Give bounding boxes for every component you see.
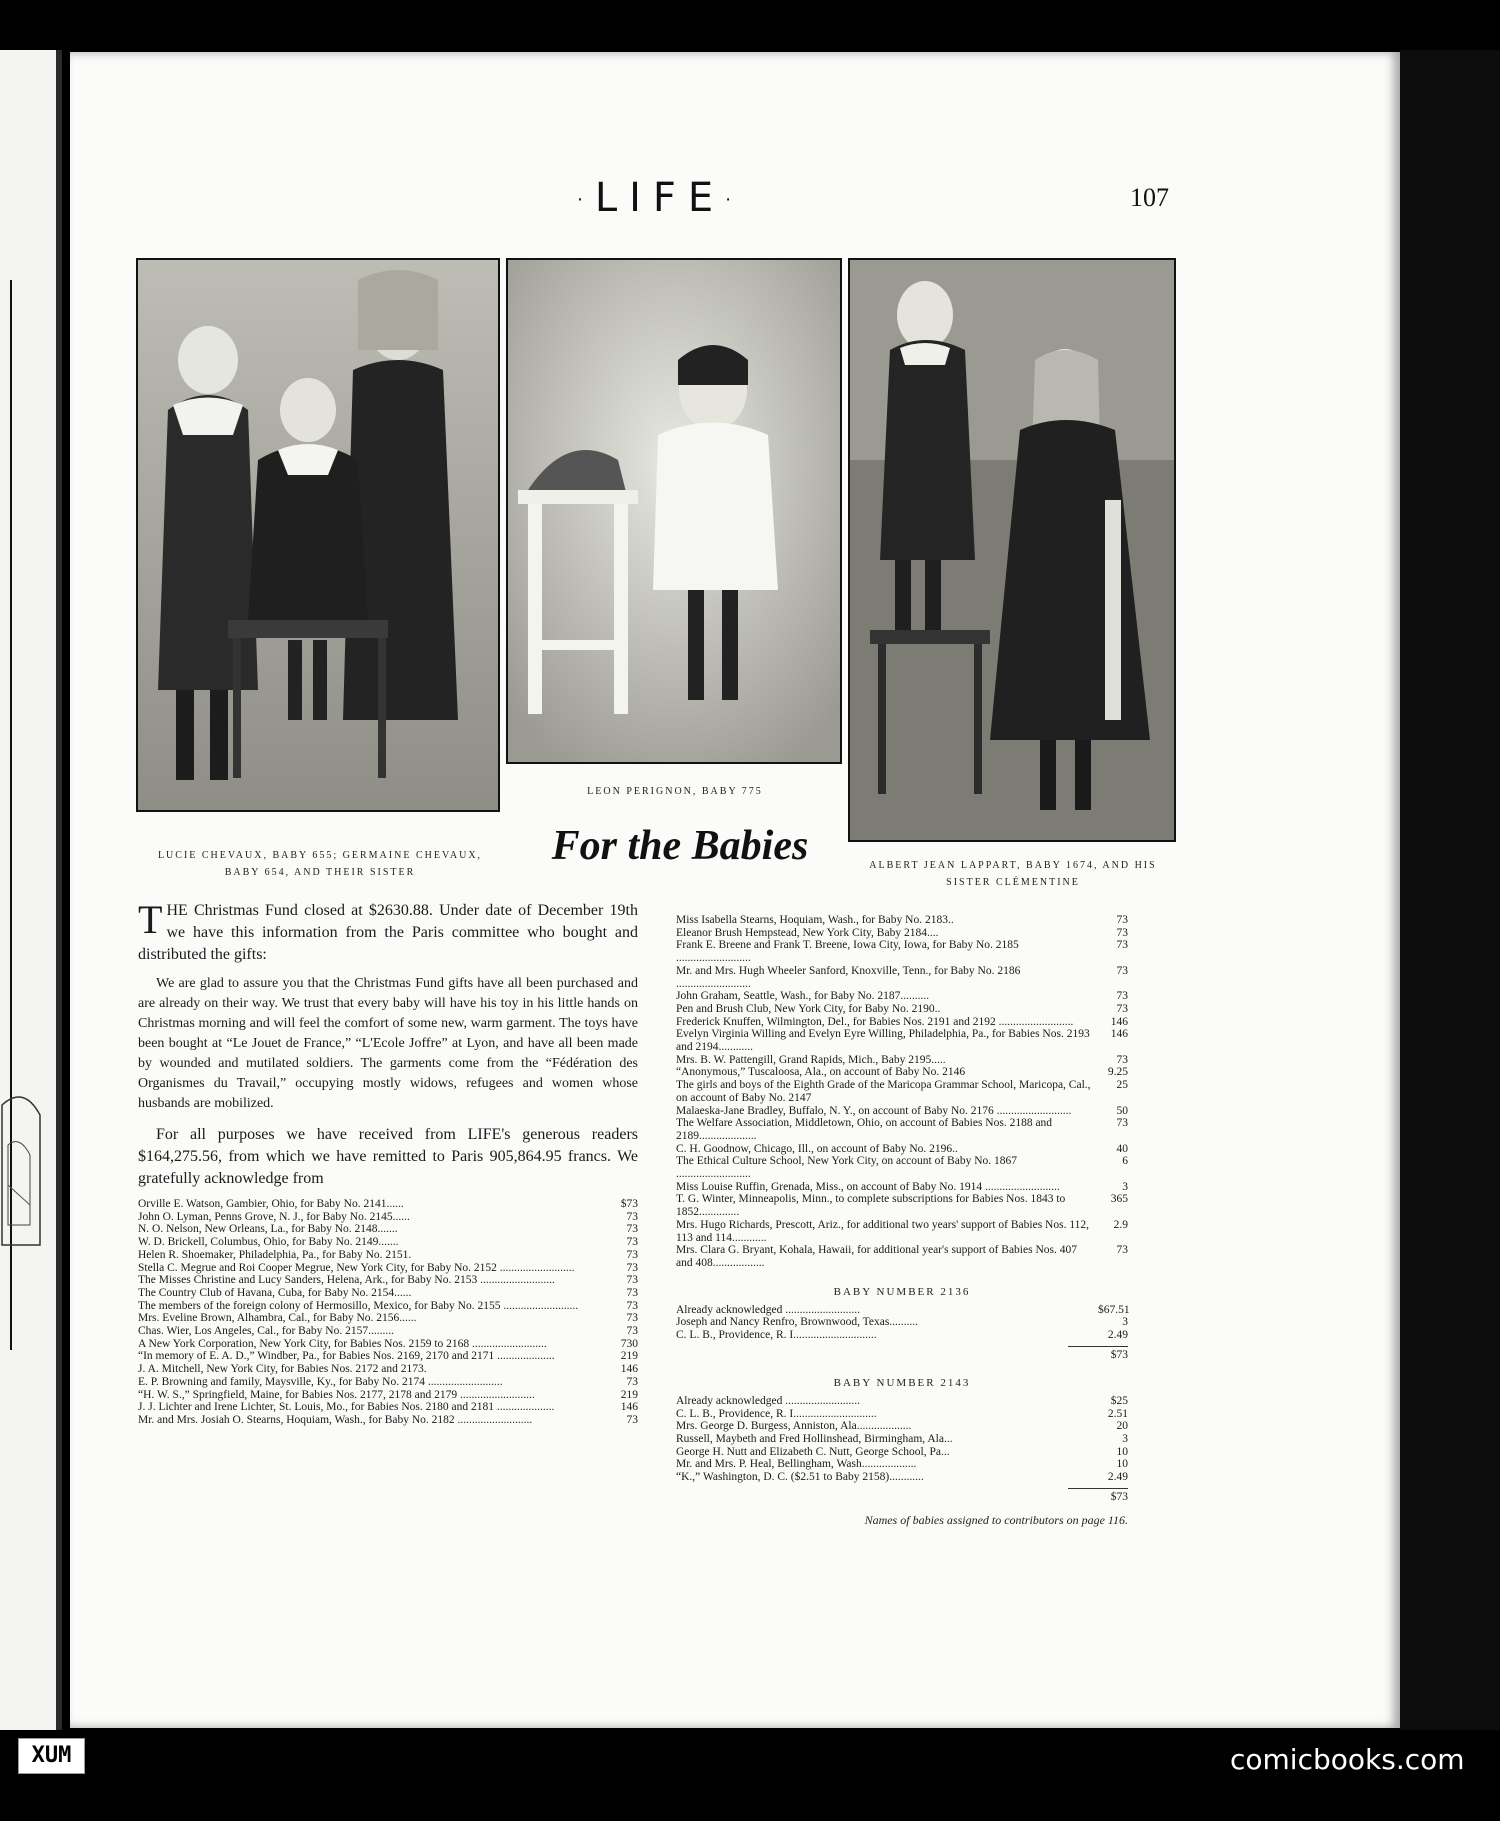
contribution-entry [676,1471,1128,1484]
facing-page-edge [0,50,62,1730]
footnote: Names of babies assigned to contributors on page 116. [864,1512,1128,1527]
contribution-amount: 73 [1116,926,1128,939]
contributor-text: Pen and Brush Club, New York City, for Baby No. 2190.. [676,1002,941,1015]
contributor-text: Orville E. Watson, Gambier, Ohio, for Baby No. 2141...... [138,1198,404,1210]
baby-2143-heading: BABY NUMBER 2143 [833,1376,971,1389]
contribution-amount: 73 [626,1248,638,1261]
contribution-entry [138,1300,638,1313]
contribution-entry [138,1338,638,1351]
contribution-amount: 73 [626,1413,638,1426]
contribution-entry [676,1193,1128,1218]
contribution-entry [138,1350,638,1363]
contributor-text: The Misses Christine and Lucy Sanders, Helena, Ark., for Baby No. 2153 .......................... [138,1274,555,1287]
contribution-amount: 10 [1116,1458,1128,1471]
contribution-entry [676,1304,1128,1317]
committee-quote: We are glad to assure you that the Christmas Fund gifts have all been purchased and are already on their way. We trust that every baby will have his toy in his little hands on Christmas morning and will feel the comfort of some new, warm garment. The toys have been bought at “Le Jouet de France,” “L'Ecole Joffre” at Lyon, and have all been made by wounded and mutilated soldiers. The garments come from the “Fédération des Organismes du Travail,” occupying mostly widows, refugees and women whose husbands are mobilized. [138,976,638,1111]
contribution-entry [138,1211,638,1224]
contribution-amount: 3 [1122,1180,1128,1193]
contribution-entry [138,1274,638,1287]
page-number: 107 [1130,183,1169,212]
contribution-amount: 2.9 [1113,1218,1128,1231]
contributor-text: “H. W. S.,” Springfield, Maine, for Babies Nos. 2177, 2178 and 2179 .......................... [138,1388,535,1401]
contribution-entry [676,1054,1128,1067]
contributor-text: J. J. Lichter and Irene Lichter, St. Louis, Mo., for Babies Nos. 2180 and 2181 .................... [138,1401,555,1414]
baby-2136-total: $73 [1068,1346,1128,1361]
contribution-amount: 146 [1110,1015,1128,1028]
contribution-amount: 73 [626,1223,638,1236]
contribution-entry [676,1003,1128,1016]
contribution-amount: 146 [620,1363,638,1376]
contribution-entry [676,1028,1128,1053]
masthead: ·LIFE· [577,175,743,221]
contribution-amount: 2.51 [1107,1407,1128,1420]
intro-paragraph [138,897,638,966]
contribution-amount: $73 [620,1198,638,1210]
contribution-amount: 40 [1116,1142,1128,1155]
contributor-text: Frank E. Breene and Frank T. Breene, Iowa City, Iowa, for Baby No. 2185 .......................... [676,939,1019,965]
contribution-amount: 73 [626,1236,638,1249]
contribution-amount: 73 [626,1274,638,1287]
contributor-text: Helen R. Shoemaker, Philadelphia, Pa., for Baby No. 2151. [138,1248,412,1261]
contributor-text: E. P. Browning and family, Maysville, Ky., for Baby No. 2174 .......................... [138,1375,503,1388]
contribution-amount: 365 [1110,1193,1128,1206]
scan-right-border [1400,50,1500,1730]
page-gutter-shadow [56,50,62,1730]
contribution-entry [138,1312,638,1325]
contribution-amount: 73 [626,1312,638,1325]
contributor-text: T. G. Winter, Minneapolis, Minn., to complete subscriptions for Babies Nos. 1843 to 1852.............. [676,1193,1066,1219]
contributor-text: Evelyn Virginia Willing and Evelyn Eyre Willing, Philadelphia, Pa., for Babies Nos. 2193 and 2194............ [676,1028,1090,1054]
contributor-text: Miss Isabella Stearns, Hoquiam, Wash., for Baby No. 2183.. [676,914,954,926]
contributor-text: Mr. and Mrs. Hugh Wheeler Sanford, Knoxville, Tenn., for Baby No. 2186 .......................... [676,964,1021,990]
contributor-text: Chas. Wier, Los Angeles, Cal., for Baby No. 2157......... [138,1325,394,1338]
contribution-amount: 73 [626,1286,638,1299]
contribution-amount: 73 [1116,964,1128,977]
contribution-amount: 73 [1116,1117,1128,1130]
contribution-amount: 73 [1116,914,1128,926]
contribution-entry [676,1420,1128,1433]
contribution-entry [676,1458,1128,1471]
contribution-entry [676,1395,1128,1408]
contribution-entry [676,1244,1128,1269]
contribution-amount: 25 [1116,1079,1128,1092]
contributor-text: The girls and boys of the Eighth Grade of the Maricopa Grammar School, Maricopa, Cal., on account of Baby No. 2147 [676,1079,1091,1104]
contribution-entry [676,1143,1128,1156]
scan-tag: XUM [18,1738,85,1774]
contributor-text: Miss Louise Ruffin, Grenada, Miss., on account of Baby No. 1914 .......................... [676,1180,1060,1193]
contribution-entry [138,1287,638,1300]
contributor-text: W. D. Brickell, Columbus, Ohio, for Baby No. 2149....... [138,1236,399,1249]
article-right-column [676,908,1128,1528]
contributor-text: Already acknowledged .......................... [676,1303,860,1316]
article-title: For the Babies [551,823,809,869]
contribution-entry [676,1446,1128,1459]
contribution-entry [676,1316,1128,1329]
contribution-amount: 9.25 [1107,1066,1128,1079]
contributor-text: Frederick Knuffen, Wilmington, Del., for Babies Nos. 2191 and 2192 .......................... [676,1015,1074,1028]
contribution-amount: 219 [620,1350,638,1363]
photo-caption-chevaux: LUCIE CHEVAUX, BABY 655; GERMAINE CHEVAUX, BABY 654, AND THEIR SISTER [157,850,483,878]
contribution-entry [676,1433,1128,1446]
contributor-text: The Ethical Culture School, New York City, on account of Baby No. 1867 .......................... [676,1155,1018,1181]
contribution-entry [676,1408,1128,1421]
contribution-amount: 6 [1122,1155,1128,1168]
contribution-amount: 146 [1110,1028,1128,1041]
contribution-amount: 73 [1116,1053,1128,1066]
summary-paragraph: For all purposes we have received from LIFE's generous readers $164,275.56, from which we have remitted to Paris 905,864.95 francs. We gratefully acknowledge from [138,1126,638,1187]
contribution-entry [676,1155,1128,1180]
contributor-text: The members of the foreign colony of Hermosillo, Mexico, for Baby No. 2155 .......................... [138,1299,579,1312]
contribution-entry [676,1181,1128,1194]
photo-leon-perignon [506,258,842,764]
photo-lappart-siblings [848,258,1176,842]
contribution-amount: 73 [1116,1002,1128,1015]
contribution-entry [138,1401,638,1414]
contribution-amount: 10 [1116,1445,1128,1458]
contribution-amount: 50 [1116,1104,1128,1117]
contributor-text: John Graham, Seattle, Wash., for Baby No. 2187.......... [676,990,930,1003]
contribution-amount: 2.49 [1107,1329,1128,1342]
contribution-amount: 73 [1116,1244,1128,1257]
contribution-entry [138,1363,638,1376]
contributor-text: Mrs. B. W. Pattengill, Grand Rapids, Mich., Baby 2195..... [676,1053,946,1066]
photo-caption-lappart: ALBERT JEAN LAPPART, BABY 1674, AND HIS SISTER CLÉMENTINE [869,860,1157,888]
contributor-text: The Welfare Association, Middletown, Ohio, on account of Babies Nos. 2188 and 2189.................... [676,1117,1053,1142]
contribution-amount: 2.49 [1107,1471,1128,1484]
contribution-entry [676,965,1128,990]
contribution-amount: $67.51 [1098,1303,1130,1316]
contribution-entry [676,1219,1128,1244]
contribution-amount: 3 [1122,1316,1128,1329]
contribution-amount: 73 [1116,939,1128,952]
scan-top-border [0,0,1500,50]
contribution-entry [676,1329,1128,1342]
contribution-amount: $25 [1110,1394,1128,1407]
contributor-text: Malaeska-Jane Bradley, Buffalo, N. Y., on account of Baby No. 2176 .......................... [676,1104,1072,1117]
contributor-text: “In memory of E. A. D.,” Windber, Pa., for Babies Nos. 2169, 2170 and 2171 .................... [138,1350,555,1363]
contributor-text: C. L. B., Providence, R. I............................. [676,1329,877,1342]
contributor-text: The Country Club of Havana, Cuba, for Baby No. 2154...... [138,1286,412,1299]
contributor-text: Russell, Maybeth and Fred Hollinshead, Birmingham, Ala... [676,1432,953,1445]
contribution-entry [676,927,1128,940]
baby-2136-heading: BABY NUMBER 2136 [833,1285,971,1298]
contributor-text: Mrs. George D. Burgess, Anniston, Ala................... [676,1420,912,1433]
contribution-entry [138,1414,638,1427]
contribution-entry [676,914,1128,927]
contribution-amount: 219 [620,1388,638,1401]
contribution-entry [676,990,1128,1003]
baby-2136-list [676,1304,1128,1342]
contributor-text: Mr. and Mrs. P. Heal, Bellingham, Wash................... [676,1458,917,1471]
contribution-entry [676,1079,1128,1104]
contribution-amount: 73 [1116,990,1128,1003]
contribution-amount: 73 [626,1261,638,1274]
right-contributions-list [676,914,1128,1270]
contributor-text: Stella C. Megrue and Roi Cooper Megrue, New York City, for Baby No. 2152 .......................... [138,1261,575,1274]
contributor-text: A New York Corporation, New York City, for Babies Nos. 2159 to 2168 .......................... [138,1337,547,1350]
baby-2143-list [676,1395,1128,1484]
contribution-entry [676,939,1128,964]
photo-caption-perignon: LEON PERIGNON, BABY 775 [587,786,763,797]
contribution-amount: 73 [626,1325,638,1338]
contributor-text: Mr. and Mrs. Josiah O. Stearns, Hoquiam, Wash., for Baby No. 2182 .......................... [138,1413,533,1426]
contributor-text: N. O. Nelson, New Orleans, La., for Baby No. 2148....... [138,1223,398,1236]
contribution-amount: 20 [1116,1420,1128,1433]
masthead-title: LIFE [594,175,726,221]
baby-2143-total: $73 [1068,1488,1128,1503]
contributor-text: “Anonymous,” Tuscaloosa, Ala., on account of Baby No. 2146 [676,1066,966,1079]
article-left-column [138,897,638,1427]
contribution-entry [676,1117,1128,1142]
contribution-entry [676,1066,1128,1079]
contribution-entry [676,1016,1128,1029]
contribution-amount: 73 [626,1299,638,1312]
contribution-entry [138,1249,638,1262]
photo-chevaux-sisters [136,258,500,812]
contribution-amount: 730 [620,1337,638,1350]
contribution-amount: 3 [1122,1432,1128,1445]
contributor-text: Mrs. Hugo Richards, Prescott, Ariz., for additional two years' support of Babies Nos. 112, 113 and 114............ [676,1218,1090,1244]
contribution-entry [138,1389,638,1402]
contributor-text: J. A. Mitchell, New York City, for Babies Nos. 2172 and 2173. [138,1363,427,1376]
contributor-text: Already acknowledged .......................... [676,1394,860,1407]
contributor-text: “K.,” Washington, D. C. ($2.51 to Baby 2158)............ [676,1471,924,1484]
contribution-entry [138,1376,638,1389]
facing-page-sketch [0,1085,48,1255]
contribution-entry [676,1105,1128,1118]
contribution-entry [138,1236,638,1249]
left-contributions-list [138,1198,638,1427]
intro-text: HE Christmas Fund closed at $2630.88. Under date of December 19th we have this information from the Paris committee who bought and distributed the gifts: [138,902,638,963]
contributor-text: Joseph and Nancy Renfro, Brownwood, Texas.......... [676,1316,919,1329]
contributor-text: John O. Lyman, Penns Grove, N. J., for Baby No. 2145...... [138,1210,410,1223]
contribution-amount: 73 [626,1375,638,1388]
contributor-text: George H. Nutt and Elizabeth C. Nutt, George School, Pa... [676,1445,950,1458]
contributor-text: Mrs. Eveline Brown, Alhambra, Cal., for Baby No. 2156...... [138,1312,417,1325]
contribution-amount: 73 [626,1210,638,1223]
contributor-text: C. H. Goodnow, Chicago, Ill., on account of Baby No. 2196.. [676,1142,958,1155]
contribution-entry [138,1198,638,1211]
contribution-entry [138,1325,638,1338]
watermark-site: comicbooks.com [1230,1743,1465,1776]
contribution-amount: 146 [620,1401,638,1414]
contribution-entry [138,1262,638,1275]
drop-cap: T [138,897,163,942]
contributor-text: Eleanor Brush Hempstead, New York City, Baby 2184.... [676,926,939,939]
contributor-text: C. L. B., Providence, R. I............................. [676,1407,877,1420]
contributor-text: Mrs. Clara G. Bryant, Kohala, Hawaii, for additional year's support of Babies Nos. 407 and 408.................. [676,1244,1077,1269]
contribution-entry [138,1223,638,1236]
